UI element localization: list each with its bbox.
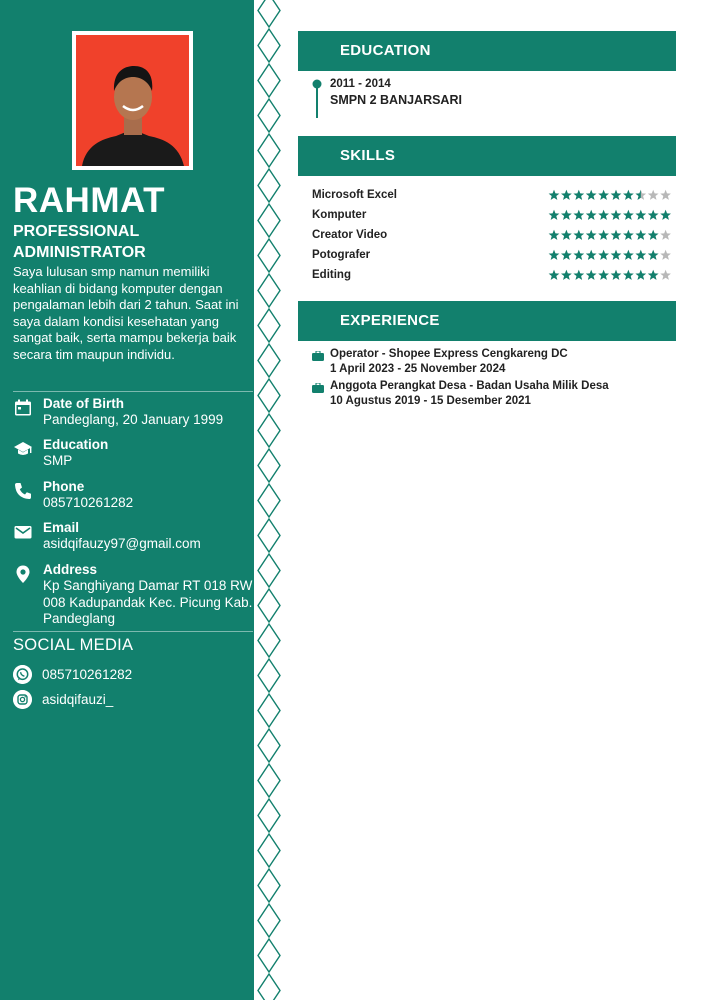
experience-title: Operator - Shopee Express Cengkareng DC: [330, 348, 568, 360]
instagram-icon: [13, 690, 32, 709]
whatsapp-icon: [13, 665, 32, 684]
star-filled: [598, 270, 609, 280]
briefcase-icon: [312, 383, 324, 393]
star-filled: [586, 270, 597, 280]
social-whatsapp[interactable]: [13, 665, 243, 685]
info-label: Date of Birth: [43, 396, 124, 411]
star-filled: [648, 250, 659, 260]
star-filled: [573, 210, 584, 220]
experience-item: [312, 380, 676, 412]
info-address: [13, 562, 253, 628]
experience-dates: 1 April 2023 - 25 November 2024: [330, 363, 506, 375]
star-rating: [548, 268, 674, 282]
info-label: Address: [43, 562, 98, 577]
star-filled: [549, 190, 560, 200]
location-pin-icon: [13, 564, 33, 584]
timeline-marker: [312, 78, 322, 118]
star-empty: [660, 250, 671, 260]
star-filled: [611, 230, 622, 240]
star-filled: [611, 210, 622, 220]
skill-name: Creator Video: [312, 229, 388, 241]
skill-row: [312, 189, 674, 205]
profile-name: RAHMAT: [13, 181, 166, 220]
info-value: SMP: [43, 453, 73, 468]
profile-photo: [76, 35, 189, 166]
star-filled: [573, 250, 584, 260]
experience-item: [312, 348, 676, 380]
star-filled: [623, 270, 634, 280]
skills-header: [298, 136, 676, 176]
skill-name: Editing: [312, 269, 351, 281]
education-school: SMPN 2 BANJARSARI: [330, 93, 462, 107]
star-filled: [598, 210, 609, 220]
star-filled: [586, 190, 597, 200]
star-rating: [548, 208, 674, 222]
briefcase-icon: [312, 351, 324, 361]
phone-icon: [13, 481, 33, 501]
star-filled: [549, 210, 560, 220]
experience-title: Anggota Perangkat Desa - Badan Usaha Milik Desa: [330, 380, 609, 392]
social-text: asidqifauzi_: [42, 692, 114, 707]
star-filled: [549, 270, 560, 280]
star-filled: [549, 250, 560, 260]
star-filled: [660, 210, 671, 220]
education-header: [298, 31, 676, 71]
star-filled: [573, 270, 584, 280]
social-text: 085710261282: [42, 667, 133, 682]
star-empty: [660, 190, 671, 200]
skill-row: [312, 229, 674, 245]
star-filled: [635, 270, 646, 280]
skill-row: [312, 269, 674, 285]
star-rating: [548, 248, 674, 262]
star-filled: [549, 230, 560, 240]
star-rating: [548, 188, 674, 202]
profile-summary: Saya lulusan smp namun memiliki keahlian di bidang komputer dengan pengalaman lebih dari 2 tahun. Saat ini saya dalam kondisi kesehatan yang sangat baik, serta mampu bekerja baik secara tim maupun individu.: [13, 264, 239, 362]
divider: [13, 631, 253, 632]
star-filled: [573, 190, 584, 200]
star-filled: [573, 230, 584, 240]
main-content: [298, 0, 676, 1000]
info-value: asidqifauzy97@gmail.com: [43, 536, 201, 551]
star-filled: [586, 230, 597, 240]
info-label: Email: [43, 520, 80, 535]
star-filled: [561, 210, 572, 220]
social-media-title: SOCIAL MEDIA: [13, 636, 134, 654]
profile-photo-frame: [72, 31, 193, 170]
section-title: SKILLS: [340, 147, 396, 164]
graduation-cap-icon: [13, 439, 33, 459]
diamond-border-decoration: [256, 0, 282, 1000]
skill-name: Komputer: [312, 209, 367, 221]
star-filled: [623, 190, 634, 200]
info-education: [13, 437, 253, 479]
experience-header: [298, 301, 676, 341]
social-instagram[interactable]: [13, 690, 243, 710]
star-filled: [635, 250, 646, 260]
info-date-of-birth: [13, 396, 253, 438]
star-filled: [623, 250, 634, 260]
email-icon: [13, 522, 33, 542]
info-value: 085710261282: [43, 495, 134, 510]
star-filled: [598, 230, 609, 240]
star-filled: [586, 210, 597, 220]
star-empty: [648, 190, 659, 200]
profile-title: PROFESSIONAL ADMINISTRATOR: [13, 223, 146, 261]
skill-row: [312, 209, 674, 225]
person-silhouette-icon: [76, 35, 189, 166]
divider: [13, 391, 253, 392]
star-filled: [623, 210, 634, 220]
section-title: EDUCATION: [340, 42, 431, 59]
section-title: EXPERIENCE: [340, 312, 440, 329]
star-filled: [623, 230, 634, 240]
star-filled: [598, 190, 609, 200]
calendar-icon: [13, 398, 33, 418]
info-label: Education: [43, 437, 109, 452]
star-filled: [635, 210, 646, 220]
star-filled: [611, 190, 622, 200]
skill-row: [312, 249, 674, 265]
sidebar: [0, 0, 254, 1000]
star-filled: [635, 230, 646, 240]
experience-dates: 10 Agustus 2019 - 15 Desember 2021: [330, 395, 531, 407]
star-filled: [611, 250, 622, 260]
star-filled: [648, 270, 659, 280]
star-empty: [660, 270, 671, 280]
star-filled: [586, 250, 597, 260]
star-filled: [561, 270, 572, 280]
star-filled: [598, 250, 609, 260]
star-filled: [648, 230, 659, 240]
info-email: [13, 520, 253, 562]
star-empty: [660, 230, 671, 240]
info-value: Kp Sanghiyang Damar RT 018 RW 008 Kadupandak Kec. Picung Kab. Pandeglang: [43, 578, 253, 626]
star-filled: [561, 190, 572, 200]
skill-name: Microsoft Excel: [312, 189, 397, 201]
info-value: Pandeglang, 20 January 1999: [43, 412, 224, 427]
star-filled: [648, 210, 659, 220]
star-filled: [561, 230, 572, 240]
star-rating: [548, 228, 674, 242]
info-phone: [13, 479, 253, 521]
skill-name: Potografer: [312, 249, 371, 261]
education-years: 2011 - 2014: [330, 78, 391, 90]
star-filled: [561, 250, 572, 260]
info-label: Phone: [43, 479, 85, 494]
star-filled: [611, 270, 622, 280]
